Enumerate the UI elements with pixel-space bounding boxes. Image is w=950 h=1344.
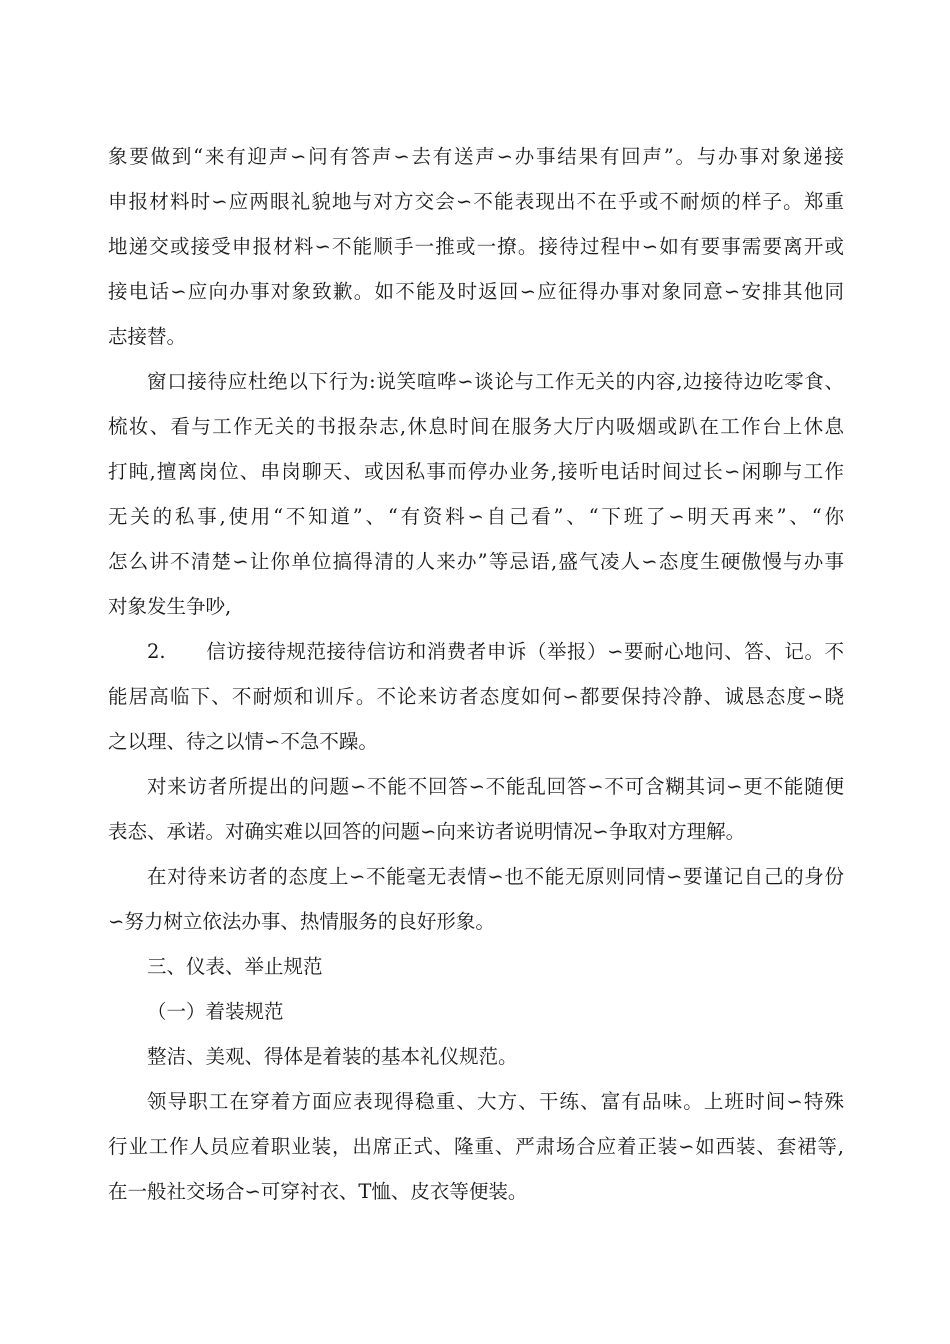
text-line-11: 对象发生争吵,: [108, 595, 232, 618]
section-heading: 三、仪表、举止规范: [147, 955, 323, 978]
subsection-heading: （一）着装规范: [147, 1000, 284, 1023]
text-line-5: 志接替。: [108, 325, 187, 348]
text-line-15: 对来访者所提出的问题∽不能不回答∽不能乱回答∽不可含糊其词∽更不能随便: [147, 775, 844, 798]
text-line-8: 打盹,擅离岗位、串岗聊天、或因私事而停办业务,接听电话时间过长∽闲聊与工作: [108, 460, 844, 483]
text-line-12: 2. 信访接待规范接待信访和消费者申诉（举报）∽要耐心地问、答、记。不: [147, 640, 844, 663]
text-line-17: 在对待来访者的态度上∽不能毫无表情∽也不能无原则同情∽要谨记自己的身份: [147, 865, 844, 888]
text-line-24: 在一般社交场合∽可穿衬衣、T恤、皮衣等便装。: [108, 1180, 528, 1203]
text-line-7: 梳妆、看与工作无关的书报杂志,休息时间在服务大厅内吸烟或趴在工作台上休息: [108, 415, 844, 438]
text-line-16: 表态、承诺。对确实难以回答的问题∽向来访者说明情况∽争取对方理解。: [108, 820, 746, 843]
text-line-22: 领导职工在穿着方面应表现得稳重、大方、干练、富有品味。上班时间∽特殊: [147, 1090, 844, 1113]
text-line-3: 地递交或接受申报材料∽不能顺手一推或一撩。接待过程中∽如有要事需要离开或: [108, 235, 844, 258]
text-line-18: ∽努力树立依法办事、热情服务的良好形象。: [108, 910, 495, 933]
text-line-4: 接电话∽应向办事对象致歉。如不能及时返回∽应征得办事对象同意∽安排其他同: [108, 280, 844, 303]
text-line-2: 申报材料时∽应两眼礼貌地与对方交会∽不能表现出不在乎或不耐烦的样子。郑重: [108, 190, 844, 213]
document-page: [108, 134, 844, 1214]
text-line-21: 整洁、美观、得体是着装的基本礼仪规范。: [147, 1045, 518, 1068]
text-line-9: 无关的私事,使用“不知道”、“有资料∽自己看”、“下班了∽明天再来”、“你: [108, 505, 844, 528]
text-line-10: 怎么讲不清楚∽让你单位搞得清的人来办”等忌语,盛气凌人∽态度生硬傲慢与办事: [108, 550, 844, 573]
text-line-23: 行业工作人员应着职业装，出席正式、隆重、严肃场合应着正装∽如西装、套裙等,: [108, 1135, 844, 1158]
text-line-13: 能居高临下、不耐烦和训斥。不论来访者态度如何∽都要保持冷静、诚恳态度∽晓: [108, 685, 844, 708]
text-line-6: 窗口接待应杜绝以下行为:说笑喧哗∽谈论与工作无关的内容,边接待边吃零食、: [147, 370, 844, 393]
text-line-1: 象要做到“来有迎声∽问有答声∽去有送声∽办事结果有回声”。与办事对象递接: [108, 145, 844, 168]
text-line-14: 之以理、待之以情∽不急不躁。: [108, 730, 378, 753]
